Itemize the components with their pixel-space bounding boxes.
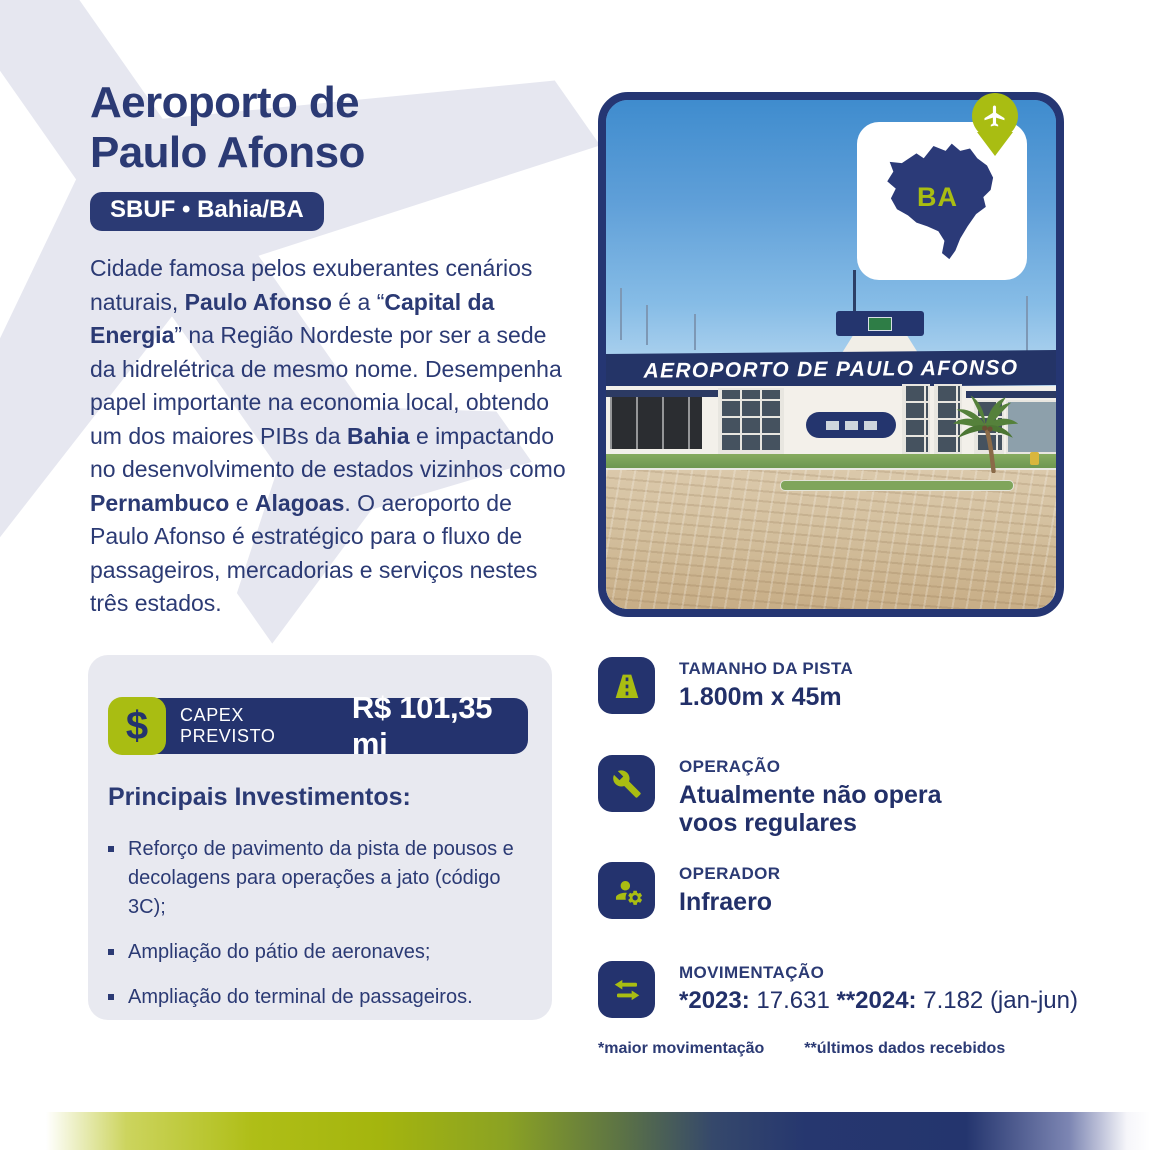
oval-sign bbox=[806, 412, 896, 438]
palm-tree bbox=[936, 385, 1044, 473]
capex-pill bbox=[125, 690, 528, 761]
investments-heading: Principais Investimentos: bbox=[108, 783, 411, 811]
investments-list bbox=[108, 835, 532, 1028]
page-title-line2: Paulo Afonso bbox=[90, 128, 365, 177]
stats-panel bbox=[598, 657, 1078, 1027]
stat-runway bbox=[598, 657, 853, 714]
page-title-line1: Aeroporto de bbox=[90, 78, 360, 127]
footnote-1: *maior movimentação bbox=[598, 1040, 765, 1057]
stat-operation bbox=[598, 755, 979, 837]
stat-movement bbox=[598, 961, 1078, 1018]
stat-value: Atualmente não opera voos regulares bbox=[679, 781, 942, 837]
entrance-doors bbox=[610, 397, 702, 449]
flag-pole bbox=[620, 288, 622, 340]
flag-pole bbox=[694, 314, 696, 350]
terminal-sign-text: AEROPORTO DE PAULO AFONSO bbox=[643, 355, 1019, 383]
stat-value: Infraero bbox=[679, 888, 773, 916]
bottom-gradient-bar bbox=[0, 1112, 1150, 1150]
canopy-left bbox=[606, 390, 720, 397]
stat-value: *2023: 17.631 **2024: 7.182 (jan-jun) bbox=[679, 987, 1078, 1014]
page-title bbox=[90, 78, 365, 178]
light-pole bbox=[1026, 296, 1028, 351]
stat-value: 1.800m x 45m bbox=[679, 683, 842, 711]
capex-label: CAPEX PREVISTO bbox=[180, 705, 276, 746]
airport-description: Cidade famosa pelos exuberantes cenários naturais, Paulo Afonso é a “Capital da Energia” na Região Nordeste por ser a sede da hidrelétrica de mesmo nome. Desempenha papel importante na economia local, obtendo um dos maiores PIBs da Bahia e impactando no desenvolvimento de estados vizinhos como Pernambuco e Alagoas. O aeroporto de Paulo Afonso é estratégico para o fluxo de passageiros, mercadorias e serviços nestes três estados. bbox=[90, 255, 566, 616]
airport-code-badge: SBUF • Bahia/BA bbox=[90, 192, 324, 231]
footnotes bbox=[598, 1040, 1005, 1058]
dollar-icon bbox=[108, 697, 166, 755]
stat-label: MOVIMENTAÇÃO bbox=[679, 963, 825, 982]
footnote-2: **últimos dados recebidos bbox=[804, 1040, 1006, 1057]
investment-item: Ampliação do pátio de aeronaves; bbox=[108, 938, 532, 967]
flag-pole bbox=[646, 305, 648, 345]
investment-item: Ampliação do terminal de passageiros. bbox=[108, 983, 532, 1012]
investment-item: Reforço de pavimento da pista de pousos e decolagens para operações a jato (código 3C); bbox=[108, 835, 532, 922]
runway-icon bbox=[598, 657, 655, 714]
stat-label: TAMANHO DA PISTA bbox=[679, 659, 854, 678]
capex-card bbox=[88, 655, 552, 1020]
window-column bbox=[902, 384, 930, 456]
map-state-label: BA bbox=[917, 182, 958, 212]
location-pin-icon bbox=[969, 92, 1021, 160]
operator-person-gear-icon bbox=[598, 862, 655, 919]
wrench-icon bbox=[598, 755, 655, 812]
stat-operator bbox=[598, 862, 780, 919]
window-wall bbox=[718, 388, 784, 454]
header bbox=[90, 78, 365, 231]
tower-logo bbox=[868, 317, 892, 331]
transfer-arrows-icon bbox=[598, 961, 655, 1018]
dollar-symbol: $ bbox=[125, 704, 149, 748]
control-tower bbox=[836, 311, 924, 336]
stat-label: OPERAÇÃO bbox=[679, 757, 781, 776]
terminal-sign-band bbox=[602, 350, 1060, 389]
grass-median bbox=[780, 480, 1014, 491]
capex-value: R$ 101,35 mi bbox=[351, 690, 493, 761]
tower-antenna bbox=[853, 270, 856, 315]
stat-label: OPERADOR bbox=[679, 864, 781, 883]
